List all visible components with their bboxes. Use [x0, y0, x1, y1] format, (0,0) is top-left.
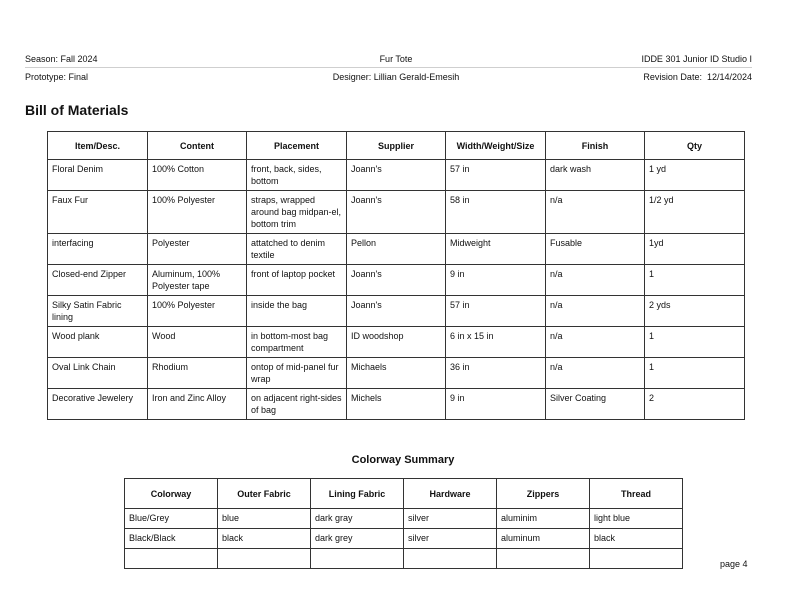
course-label: IDDE 301 Junior ID Studio I [641, 54, 752, 64]
bom-cell: Floral Denim [48, 160, 148, 191]
header-divider [25, 67, 752, 68]
bom-cell: Joann's [347, 296, 446, 327]
revision-date: Revision Date: 12/14/2024 [643, 72, 752, 82]
colorway-cell [125, 549, 218, 569]
colorway-table-row [125, 549, 683, 569]
bom-cell: n/a [546, 327, 645, 358]
prototype-label: Prototype: Final [25, 72, 89, 82]
bom-cell: 36 in [446, 358, 546, 389]
bom-cell: Faux Fur [48, 191, 148, 234]
colorway-column-header: Lining Fabric [311, 479, 404, 509]
bom-cell: 6 in x 15 in [446, 327, 546, 358]
bom-cell: 57 in [446, 160, 546, 191]
colorway-cell: light blue [590, 509, 683, 529]
colorway-cell: aluminum [497, 529, 590, 549]
bom-cell: 100% Polyester [148, 296, 247, 327]
bill-of-materials-table [47, 131, 745, 420]
colorway-cell: black [218, 529, 311, 549]
bom-cell: 1 [645, 265, 745, 296]
colorway-table-row [125, 529, 683, 549]
bom-cell: dark wash [546, 160, 645, 191]
bom-column-header: Supplier [347, 132, 446, 160]
bom-cell: 57 in [446, 296, 546, 327]
bom-cell: Wood [148, 327, 247, 358]
bom-column-header: Finish [546, 132, 645, 160]
bom-cell: 1 yd [645, 160, 745, 191]
bom-cell: Decorative Jewelery [48, 389, 148, 420]
bom-header-row [48, 132, 745, 160]
bom-cell: Pellon [347, 234, 446, 265]
bom-cell: on adjacent right-sides of bag [247, 389, 347, 420]
bom-column-header: Qty [645, 132, 745, 160]
bom-cell: Midweight [446, 234, 546, 265]
colorway-header-row [125, 479, 683, 509]
bom-cell: Silky Satin Fabric lining [48, 296, 148, 327]
colorway-cell: dark gray [311, 509, 404, 529]
colorway-cell [218, 549, 311, 569]
bom-cell: 1/2 yd [645, 191, 745, 234]
colorway-cell: silver [404, 529, 497, 549]
bom-cell: Polyester [148, 234, 247, 265]
colorway-cell [404, 549, 497, 569]
page-number: page 4 [720, 559, 748, 569]
bom-table-row [48, 234, 745, 265]
designer-label: Designer: Lillian Gerald-Emesih [332, 72, 460, 82]
colorway-column-header: Hardware [404, 479, 497, 509]
bom-cell: 2 yds [645, 296, 745, 327]
colorway-cell: dark grey [311, 529, 404, 549]
bom-cell: front, back, sides, bottom [247, 160, 347, 191]
bom-cell: Joann's [347, 160, 446, 191]
bom-cell: Fusable [546, 234, 645, 265]
bom-cell: Joann's [347, 265, 446, 296]
bom-cell: 100% Polyester [148, 191, 247, 234]
colorway-cell [590, 549, 683, 569]
bom-cell: Closed-end Zipper [48, 265, 148, 296]
bom-cell: attatched to denim textile [247, 234, 347, 265]
bom-cell: 1 [645, 358, 745, 389]
colorway-summary-table [124, 478, 683, 569]
colorway-title: Colorway Summary [351, 454, 455, 466]
colorway-cell [311, 549, 404, 569]
season-label: Season: Fall 2024 [25, 54, 98, 64]
bom-cell: 2 [645, 389, 745, 420]
colorway-column-header: Thread [590, 479, 683, 509]
bom-column-header: Placement [247, 132, 347, 160]
bom-cell: Joann's [347, 191, 446, 234]
colorway-column-header: Outer Fabric [218, 479, 311, 509]
colorway-cell: Blue/Grey [125, 509, 218, 529]
colorway-cell: blue [218, 509, 311, 529]
bom-cell: ontop of mid-panel fur wrap [247, 358, 347, 389]
bom-table-row [48, 160, 745, 191]
bom-cell: n/a [546, 358, 645, 389]
bom-cell: 100% Cotton [148, 160, 247, 191]
bom-cell: 1 [645, 327, 745, 358]
colorway-column-header: Colorway [125, 479, 218, 509]
colorway-column-header: Zippers [497, 479, 590, 509]
bom-table-row [48, 389, 745, 420]
colorway-cell: black [590, 529, 683, 549]
bom-cell: 9 in [446, 389, 546, 420]
bom-cell: Aluminum, 100% Polyester tape [148, 265, 247, 296]
bom-cell: 58 in [446, 191, 546, 234]
bom-column-header: Item/Desc. [48, 132, 148, 160]
bom-cell: Rhodium [148, 358, 247, 389]
bom-cell: n/a [546, 296, 645, 327]
bom-cell: Michaels [347, 358, 446, 389]
colorway-cell: Black/Black [125, 529, 218, 549]
bom-cell: straps, wrapped around bag midpan-el, bottom trim [247, 191, 347, 234]
colorway-cell [497, 549, 590, 569]
bom-cell: Michels [347, 389, 446, 420]
bom-cell: Silver Coating [546, 389, 645, 420]
bom-table-row [48, 191, 745, 234]
bom-table-row [48, 296, 745, 327]
bom-cell: 9 in [446, 265, 546, 296]
bom-cell: in bottom-most bag compartment [247, 327, 347, 358]
bom-cell: Iron and Zinc Alloy [148, 389, 247, 420]
bom-table-row [48, 358, 745, 389]
colorway-table-row [125, 509, 683, 529]
bom-column-header: Width/Weight/Size [446, 132, 546, 160]
bom-cell: Oval Link Chain [48, 358, 148, 389]
bom-cell: 1yd [645, 234, 745, 265]
bom-title: Bill of Materials [25, 102, 129, 118]
bom-cell: n/a [546, 265, 645, 296]
bom-table-row [48, 327, 745, 358]
bom-cell: inside the bag [247, 296, 347, 327]
bom-cell: ID woodshop [347, 327, 446, 358]
bom-cell: interfacing [48, 234, 148, 265]
product-name: Fur Tote [379, 54, 413, 64]
bom-table-row [48, 265, 745, 296]
bom-cell: front of laptop pocket [247, 265, 347, 296]
bom-cell: Wood plank [48, 327, 148, 358]
bom-column-header: Content [148, 132, 247, 160]
colorway-cell: silver [404, 509, 497, 529]
colorway-cell: aluminim [497, 509, 590, 529]
bom-cell: n/a [546, 191, 645, 234]
